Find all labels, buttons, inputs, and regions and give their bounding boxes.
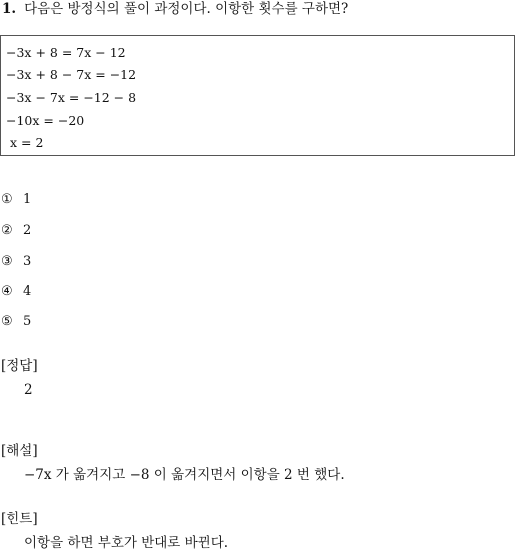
solution-step-3: −3x − 7x = −12 − 8 [6,90,137,105]
explanation-heading: [해설] [1,443,38,459]
solution-step-1: −3x + 8 = 7x − 12 [6,45,126,60]
solution-step-4: −10x = −20 [6,113,85,128]
answer-heading: [정답] [1,358,38,374]
hint-heading: [힌트] [1,511,38,527]
choice-4-value: 4 [23,284,32,299]
question-number: 1. [2,1,17,17]
choice-2[interactable] [1,222,31,240]
choice-2-value: 2 [23,223,32,238]
choice-1[interactable] [1,191,31,209]
solution-box [0,35,515,156]
choice-5-value: 5 [23,314,32,329]
choice-4-mark: ④ [1,284,13,299]
choice-5[interactable] [1,313,31,331]
choice-3-mark: ③ [1,254,13,269]
choice-3[interactable] [1,253,31,271]
choice-1-value: 1 [23,192,32,207]
choice-1-mark: ① [1,192,13,207]
question-text: 다음은 방정식의 풀이 과정이다. 이항한 횟수를 구하면? [24,1,349,17]
solution-step-2: −3x + 8 − 7x = −12 [6,67,137,82]
solution-step-5: x = 2 [10,135,44,150]
choice-3-value: 3 [23,254,32,269]
answer-value: 2 [24,382,33,398]
hint-text: 이항을 하면 부호가 반대로 바뀐다. [24,535,229,551]
choice-5-mark: ⑤ [1,314,13,329]
explanation-text: −7x 가 옮겨지고 −8 이 옮겨지면서 이항을 2 번 했다. [24,467,345,483]
choice-2-mark: ② [1,223,13,238]
choice-4[interactable] [1,283,31,301]
question-line [2,0,348,18]
